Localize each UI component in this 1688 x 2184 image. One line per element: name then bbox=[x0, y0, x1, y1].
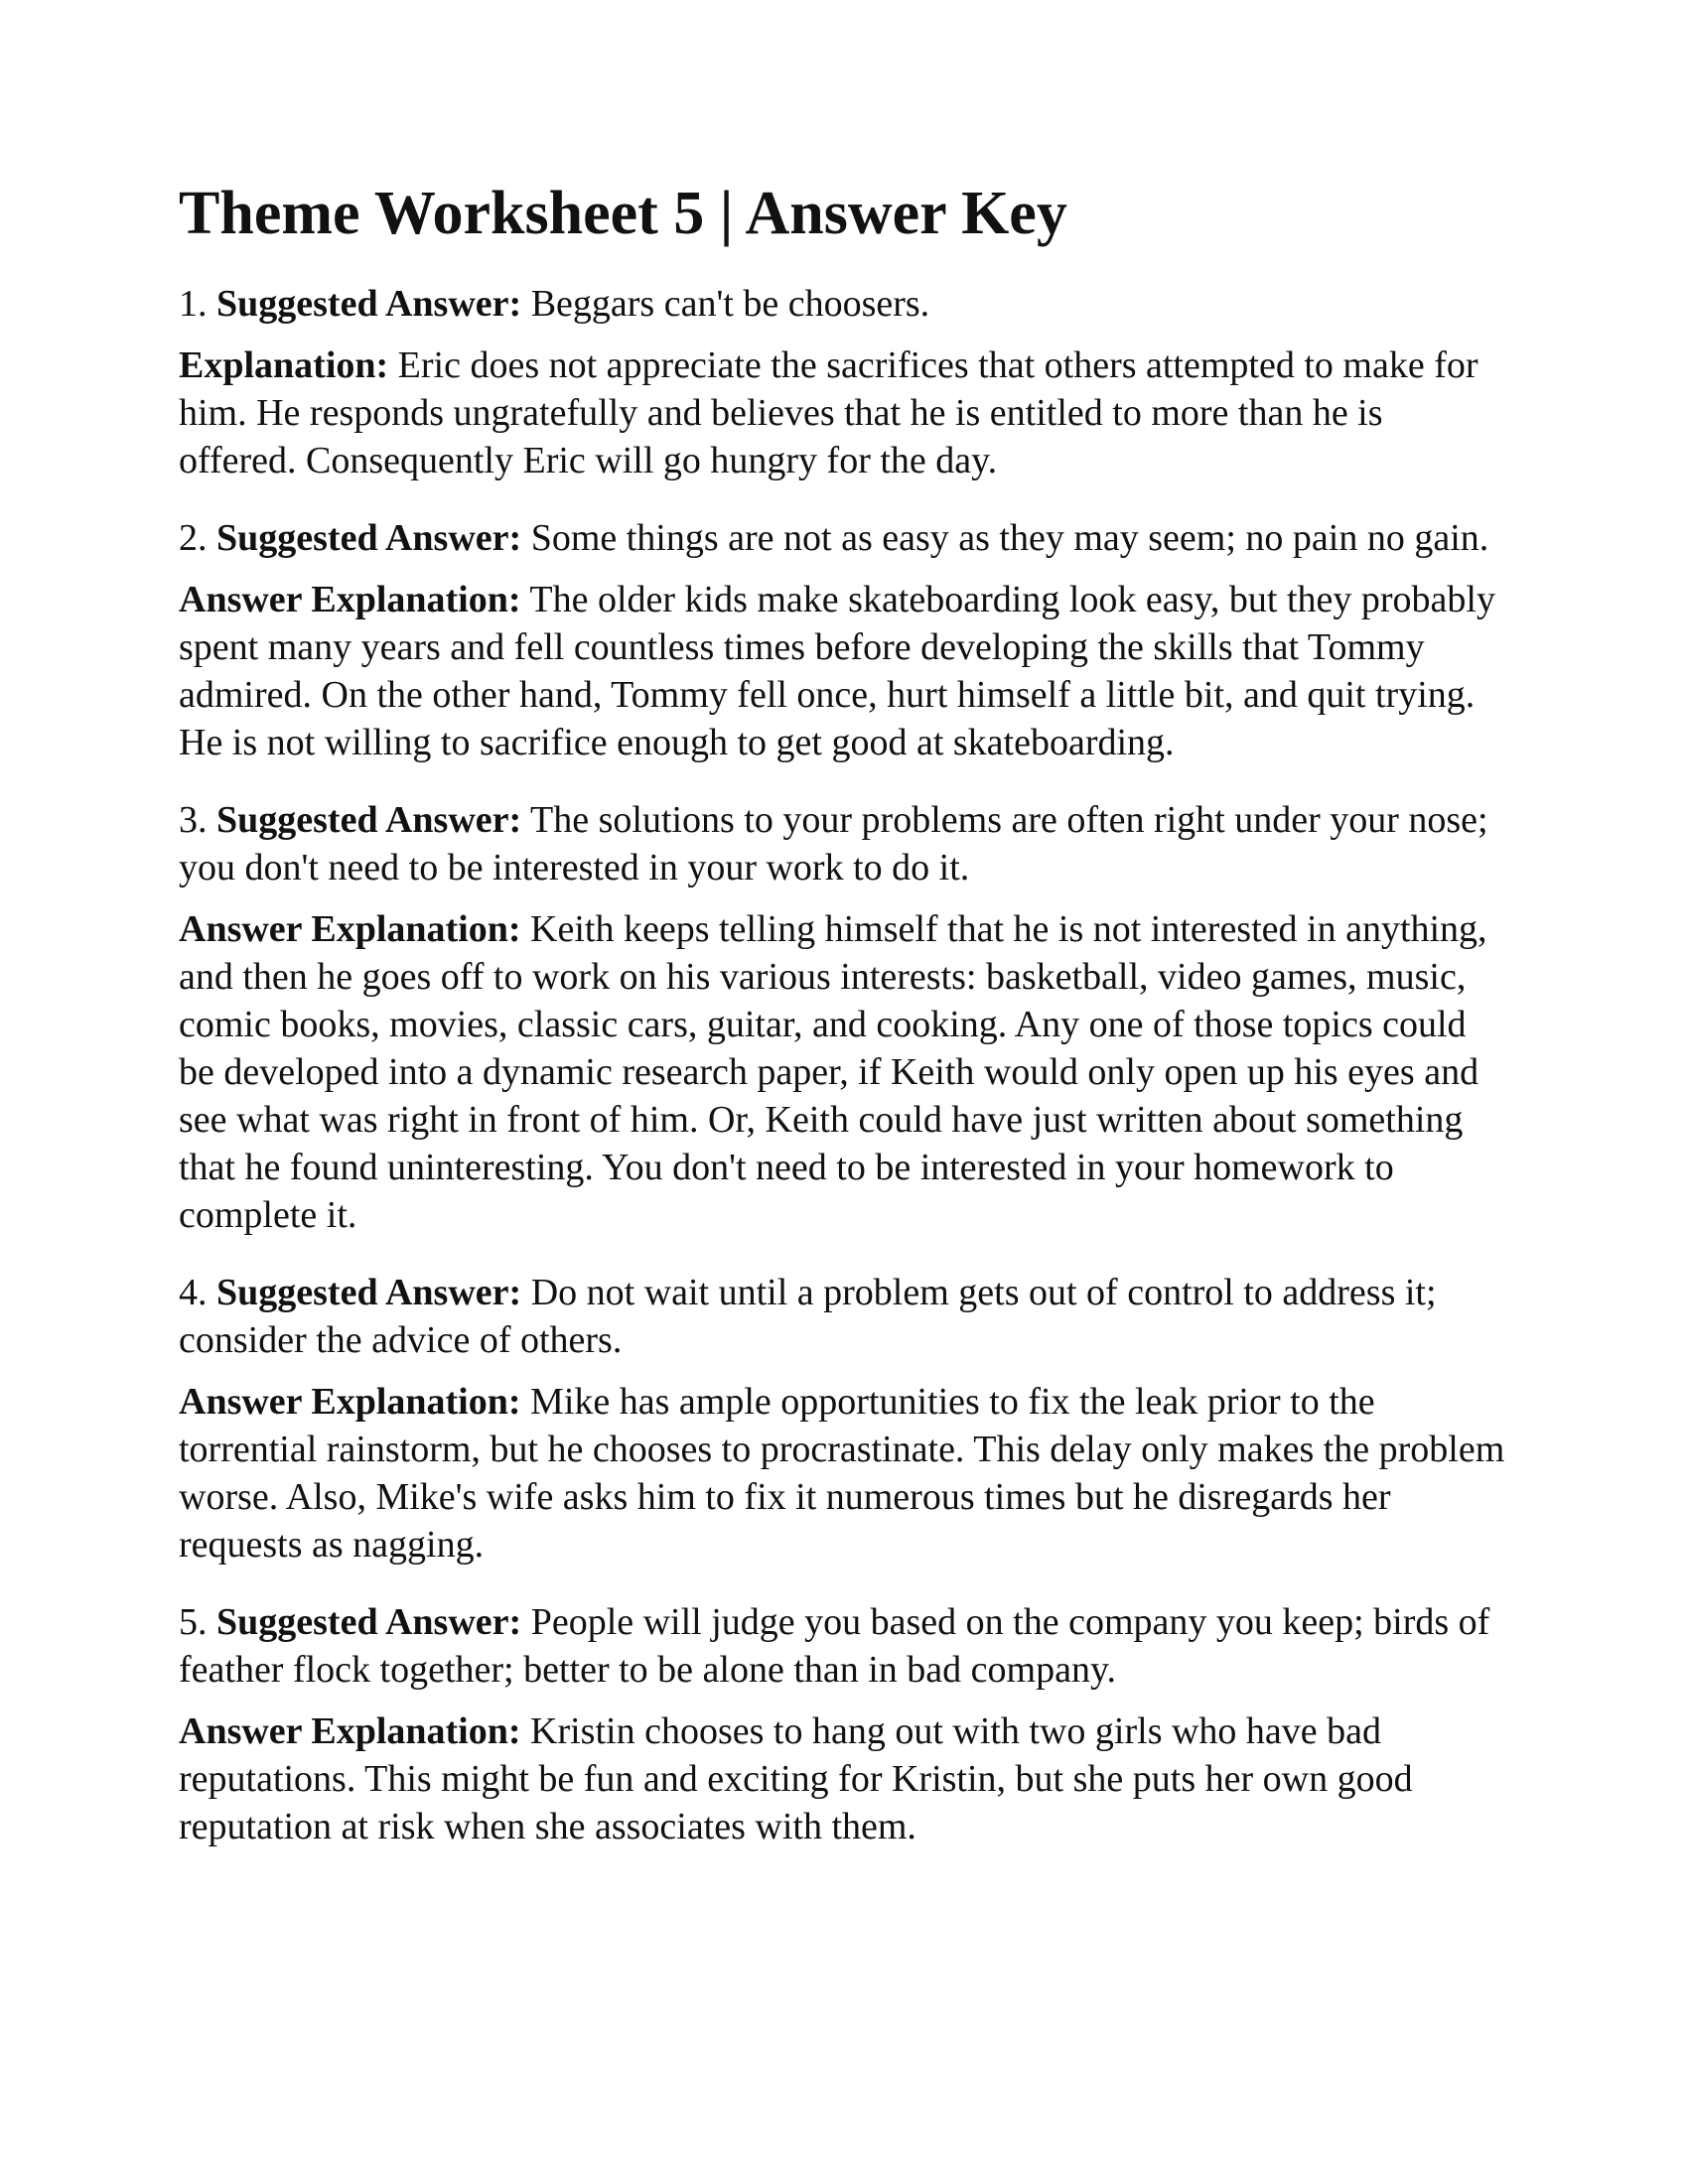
suggested-answer-label: Suggested Answer: bbox=[216, 283, 522, 325]
answer-item-2 bbox=[179, 514, 1509, 766]
suggested-answer-text: The solutions to your problems are often right under your nose; you don't need to be interested in your work to do it. bbox=[179, 799, 1488, 888]
page-title: Theme Worksheet 5 | Answer Key bbox=[179, 180, 1067, 247]
explanation-text: Kristin chooses to hang out with two girls who have bad reputations. This might be fun and exciting for Kristin, but she puts her own good reputation at risk when she associates with them. bbox=[179, 1710, 1413, 1847]
answer-item-4 bbox=[179, 1269, 1509, 1569]
suggested-answer bbox=[179, 280, 1509, 328]
item-number: 2. bbox=[179, 517, 208, 559]
explanation-label: Answer Explanation: bbox=[179, 579, 521, 620]
answer-item-5 bbox=[179, 1598, 1509, 1850]
suggested-answer-text: People will judge you based on the company you keep; birds of feather flock together; better to be alone than in bad company. bbox=[179, 1601, 1490, 1691]
suggested-answer bbox=[179, 796, 1509, 891]
answer-item-1 bbox=[179, 280, 1509, 484]
worksheet-page bbox=[179, 179, 1509, 1864]
explanation-label: Answer Explanation: bbox=[179, 1710, 521, 1752]
suggested-answer-label: Suggested Answer: bbox=[216, 799, 522, 841]
answer-explanation bbox=[179, 576, 1509, 766]
suggested-answer bbox=[179, 1269, 1509, 1364]
answer-item-3 bbox=[179, 796, 1509, 1239]
suggested-answer-text: Do not wait until a problem gets out of control to address it; consider the advice of others. bbox=[179, 1272, 1437, 1361]
answer-explanation bbox=[179, 1378, 1509, 1569]
explanation-text: Mike has ample opportunities to fix the leak prior to the torrential rainstorm, but he chooses to procrastinate. This delay only makes the problem worse. Also, Mike's wife asks him to fix it numerous times but he disregards her requests as nagging. bbox=[179, 1381, 1505, 1566]
suggested-answer-text: Some things are not as easy as they may seem; no pain no gain. bbox=[530, 517, 1489, 559]
explanation-text: Keith keeps telling himself that he is not interested in anything, and then he goes off to work on his various interests: basketball, video games, music, comic books, movies, classic cars, guitar, and cooking. Any one of those topics could be developed into a dynamic research paper, if Keith would only open up his eyes and see what was right in front of him. Or, Keith could have just written about something that he found uninteresting. You don't need to be interested in your homework to complete it. bbox=[179, 908, 1487, 1236]
suggested-answer-label: Suggested Answer: bbox=[216, 1601, 522, 1643]
answer-explanation bbox=[179, 341, 1509, 484]
item-number: 5. bbox=[179, 1601, 208, 1643]
answer-explanation bbox=[179, 1707, 1509, 1850]
explanation-text: The older kids make skateboarding look easy, but they probably spent many years and fell countless times before developing the skills that Tommy admired. On the other hand, Tommy fell once, hurt himself a little bit, and quit trying. He is not willing to sacrifice enough to get good at skateboarding. bbox=[179, 579, 1495, 763]
suggested-answer bbox=[179, 514, 1509, 562]
item-number: 3. bbox=[179, 799, 208, 841]
explanation-label: Answer Explanation: bbox=[179, 908, 521, 950]
suggested-answer bbox=[179, 1598, 1509, 1694]
suggested-answer-label: Suggested Answer: bbox=[216, 517, 522, 559]
suggested-answer-label: Suggested Answer: bbox=[216, 1272, 522, 1313]
suggested-answer-text: Beggars can't be choosers. bbox=[530, 283, 930, 325]
explanation-text: Eric does not appreciate the sacrifices that others attempted to make for him. He responds ungratefully and believes that he is entitled to more than he is offered. Consequently Eric will go hungry for the day. bbox=[179, 344, 1478, 481]
item-number: 1. bbox=[179, 283, 208, 325]
item-number: 4. bbox=[179, 1272, 208, 1313]
answer-explanation bbox=[179, 905, 1509, 1239]
explanation-label: Answer Explanation: bbox=[179, 1381, 521, 1423]
explanation-label: Explanation: bbox=[179, 344, 389, 386]
